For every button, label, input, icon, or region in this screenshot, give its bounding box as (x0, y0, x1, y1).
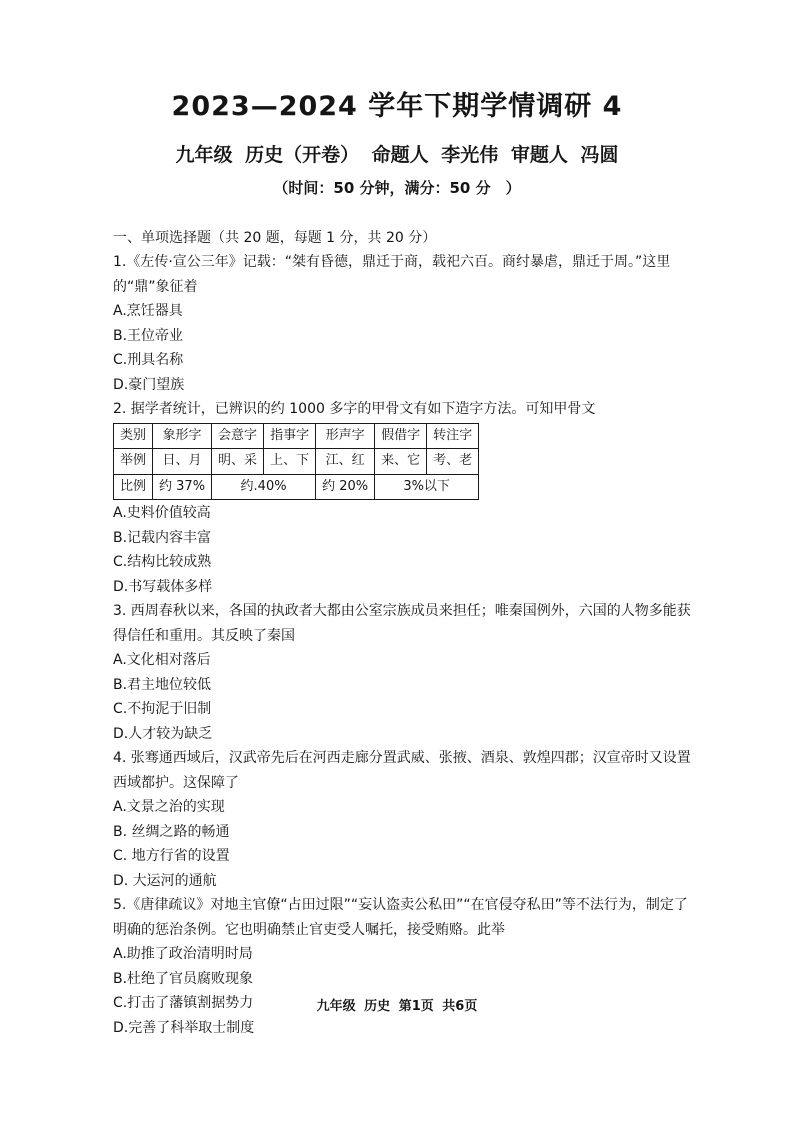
option-b: B.记载内容丰富 (113, 529, 212, 546)
table-cell: 考、老 (427, 449, 479, 475)
table-cell: 指事字 (264, 423, 316, 449)
table-cell: 会意字 (212, 423, 264, 449)
table-cell: 比例 (114, 474, 153, 500)
table-row (114, 449, 479, 475)
table-cell: 象形字 (153, 423, 212, 449)
table-cell: 形声字 (316, 423, 375, 449)
question-4 (113, 746, 693, 893)
exam-subtitle: 九年级 历史（开卷） 命题人 李光伟 审题人 冯圆 (175, 144, 619, 166)
option-b: B.王位帝业 (113, 327, 184, 344)
option-d: D.完善了科举取士制度 (113, 1019, 255, 1036)
table-cell: 江、红 (316, 449, 375, 475)
question-2 (113, 397, 693, 599)
table-cell: 举例 (114, 449, 153, 475)
table-cell: 3%以下 (375, 474, 479, 500)
table-cell: 假借字 (375, 423, 427, 449)
option-b: B.君主地位较低 (113, 676, 212, 693)
option-a: A.烹饪器具 (113, 303, 183, 319)
question-stem: 2. 据学者统计，已辨识的约 1000 多字的甲骨文有如下造字方法。可知甲骨文 (113, 401, 596, 417)
option-d: D.书写载体多样 (113, 578, 213, 595)
option-d: D.豪门望族 (113, 376, 185, 393)
question-stem: 1.《左传·宣公三年》记载：“桀有昏德，鼎迁于商，载祀六百。商纣暴虐，鼎迁于周。”这里的“鼎”象征着 (113, 254, 671, 295)
option-c: C. 地方行省的设置 (113, 848, 230, 864)
question-stem: 5.《唐律疏议》对地主官僚“占田过限”“妄认盗卖公私田”“在官侵夺私田”等不法行为，制定了明确的惩治条例。它也明确禁止官吏受人嘱托，接受贿赂。此举 (113, 897, 688, 938)
table-cell: 约 20% (316, 474, 375, 500)
option-c: C.结构比较成熟 (113, 554, 212, 570)
question-3 (113, 599, 693, 746)
question-stem: 4. 张骞通西域后，汉武帝先后在河西走廊分置武威、张掖、酒泉、敦煌四郡；汉宣帝时又设置西域都护。这保障了 (113, 750, 691, 791)
exam-content (113, 226, 693, 1040)
section-heading: 一、单项选择题（共 20 题，每题 1 分，共 20 分） (113, 230, 437, 246)
option-a: A.文景之治的实现 (113, 799, 225, 815)
table-cell: 上、下 (264, 449, 316, 475)
page-footer: 九年级 历史 第1页 共6页 (316, 999, 478, 1014)
option-a: A.史料价值较高 (113, 505, 211, 521)
question-1 (113, 250, 693, 397)
table-cell: 类别 (114, 423, 153, 449)
question-stem: 3. 西周春秋以来，各国的执政者大都由公室宗族成员来担任；唯秦国例外，六国的人物多能获得信任和重用。其反映了秦国 (113, 603, 691, 644)
table-row (114, 474, 479, 500)
option-b: B. 丝绸之路的畅通 (113, 823, 230, 840)
option-a: A.文化相对落后 (113, 652, 211, 668)
option-c: C.不拘泥于旧制 (113, 701, 212, 717)
option-a: A.助推了政治清明时局 (113, 946, 253, 962)
option-d: D.人才较为缺乏 (113, 725, 213, 742)
table-row (114, 423, 479, 449)
option-b: B.杜绝了官员腐败现象 (113, 970, 254, 987)
exam-timing: （时间：50 分钟，满分：50 分 ） (273, 179, 521, 197)
table-cell: 日、月 (153, 449, 212, 475)
table-cell: 约 37% (153, 474, 212, 500)
table-cell: 转注字 (427, 423, 479, 449)
table-cell: 来、它 (375, 449, 427, 475)
option-c: C.打击了藩镇割据势力 (113, 995, 254, 1011)
table-cell: 明、采 (212, 449, 264, 475)
character-method-table (113, 423, 479, 501)
option-c: C.刑具名称 (113, 352, 184, 368)
table-cell: 约.40% (212, 474, 316, 500)
question-5 (113, 893, 693, 1040)
option-d: D. 大运河的通航 (113, 872, 217, 889)
exam-title: 2023—2024 学年下期学情调研 4 (171, 91, 623, 122)
